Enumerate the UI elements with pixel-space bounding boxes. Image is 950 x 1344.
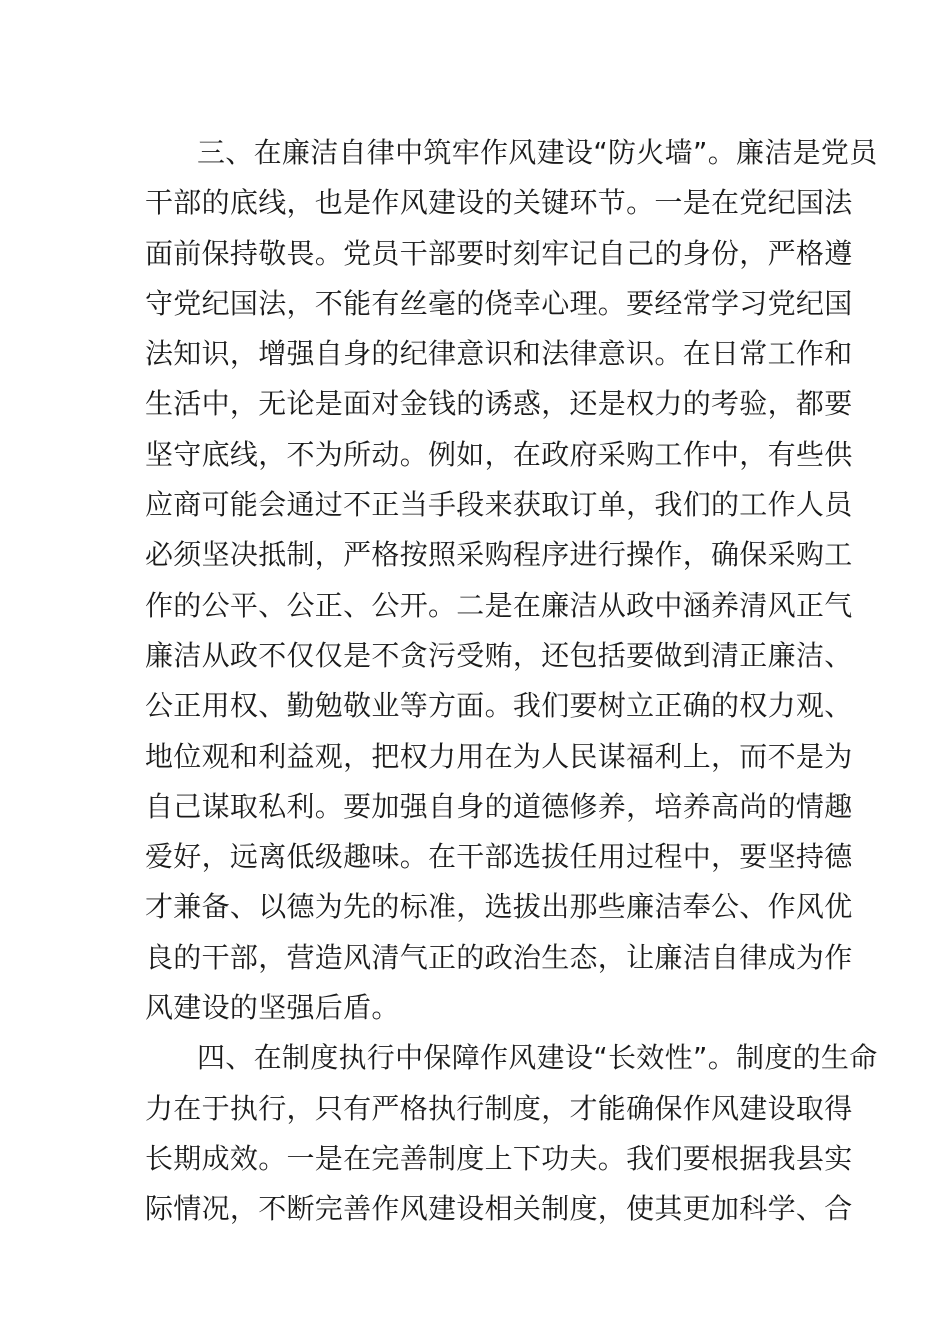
text-line: 干部的底线，也是作风建设的关键环节。一是在党纪国法 (145, 186, 853, 220)
text-line: 良的干部，营造风清气正的政治生态，让廉洁自律成为作 (145, 940, 853, 974)
text-line: 应商可能会通过不正当手段来获取订单，我们的工作人员 (145, 488, 853, 522)
body-text (145, 128, 878, 1235)
text-line: 廉洁从政不仅仅是不贪污受贿，还包括要做到清正廉洁、 (145, 638, 853, 672)
text-line: 三、在廉洁自律中筑牢作风建设“防火墙”。廉洁是党员 (197, 136, 878, 169)
text-line: 法知识，增强自身的纪律意识和法律意识。在日常工作和 (145, 337, 853, 371)
text-line: 四、在制度执行中保障作风建设“长效性”。制度的生命 (197, 1041, 878, 1075)
text-line: 公正用权、勤勉敬业等方面。我们要树立正确的权力观、 (145, 689, 853, 723)
text-line: 才兼备、以德为先的标准，选拔出那些廉洁奉公、作风优 (145, 890, 853, 924)
text-line: 自己谋取私利。要加强自身的道德修养，培养高尚的情趣 (145, 789, 853, 823)
text-line: 爱好，远离低级趣味。在干部选拔任用过程中，要坚持德 (145, 840, 853, 874)
text-line: 地位观和利益观，把权力用在为人民谋福利上，而不是为 (145, 739, 853, 773)
text-line: 面前保持敬畏。党员干部要时刻牢记自己的身份，严格遵 (145, 236, 853, 270)
text-line: 守党纪国法，不能有丝毫的侥幸心理。要经常学习党纪国 (145, 286, 853, 320)
text-line: 生活中，无论是面对金钱的诱惑，还是权力的考验，都要 (145, 387, 853, 421)
text-line: 坚守底线，不为所动。例如，在政府采购工作中，有些供 (145, 437, 853, 471)
text-line: 长期成效。一是在完善制度上下功夫。我们要根据我县实 (145, 1141, 853, 1175)
text-line: 际情况，不断完善作风建设相关制度，使其更加科学、合 (145, 1192, 853, 1226)
text-line: 作的公平、公正、公开。二是在廉洁从政中涵养清风正气 (145, 588, 853, 622)
text-line: 力在于执行，只有严格执行制度，才能确保作风建设取得 (145, 1091, 853, 1125)
text-line: 必须坚决抵制，严格按照采购程序进行操作，确保采购工 (145, 538, 853, 572)
text-line: 风建设的坚强后盾。 (145, 991, 400, 1025)
